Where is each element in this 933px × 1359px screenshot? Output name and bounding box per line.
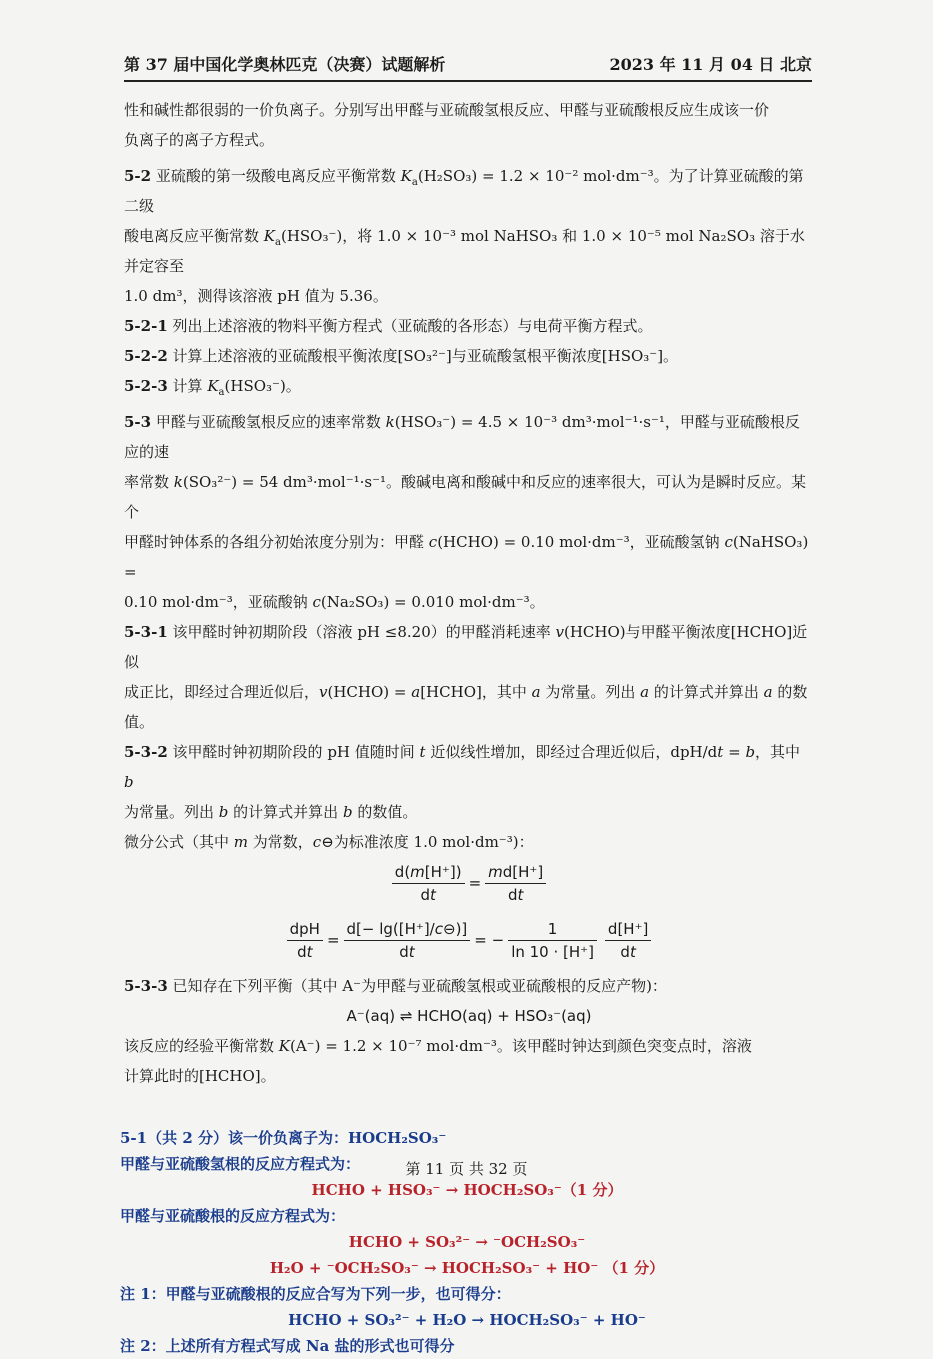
- question-5-3-3: 5-3-3 已知存在下列平衡（其中 A⁻为甲醛与亚硫酸氢根或亚硫酸根的反应产物)：: [124, 977, 667, 995]
- answer-note: 注 2：上述所有方程式写成 Na 盐的形式也可得分: [120, 1337, 455, 1355]
- formula-1: $\frac{d(m[H^+])}{dt}$ = $\frac{md[H^+]}{dt}$: [124, 861, 814, 906]
- paragraph: 值。: [124, 713, 155, 731]
- paragraph: 为常量。列出 b 的计算式并算出 b 的数值。: [124, 803, 418, 821]
- answer-line: 甲醛与亚硫酸根的反应方程式为：: [120, 1207, 346, 1225]
- paragraph: 率常数 k(SO₃²⁻) = 54 dm³·mol⁻¹·s⁻¹。酸碱电离和酸碱中和反应的速率很大，可认为是瞬时反应。某个: [124, 473, 807, 521]
- answer-equation: H₂O + ⁻OCH₂SO₃⁻ → HOCH₂SO₃⁻ + HO⁻ （1 分）: [269, 1259, 665, 1277]
- paragraph: 酸电离反应平衡常数 $K_a(HSO_3^-)$，将 1.0 × 10⁻³ mol NaHSO₃ 和 1.0 × 10⁻⁵ mol Na₂SO₃ 溶于水并定容至: [124, 227, 805, 275]
- question-5-3-1: 5-3-1 该甲醛时钟初期阶段（溶液 pH ≤8.20）的甲醛消耗速率 v(HCHO)与甲醛平衡浓度[HCHO]近似: [124, 623, 808, 671]
- header-title: 第 37 届中国化学奥林匹克（决赛）试题解析: [124, 55, 446, 74]
- question-5-3-2: 5-3-2 该甲醛时钟初期阶段的 pH 值随时间 t 近似线性增加，即经过合理近似后，dpH/dt = b，其中 b: [124, 743, 801, 791]
- paragraph: 负离子的离子方程式。: [124, 131, 275, 149]
- paragraph: 1.0 dm³，测得该溶液 pH 值为 5.36。: [124, 287, 388, 305]
- answer-line: 5-1（共 2 分）该一价负离子为：HOCH₂SO₃⁻: [120, 1129, 447, 1147]
- answer-line: 甲醛与亚硫酸氢根的反应方程式为：: [120, 1155, 361, 1173]
- paragraph: 成正比，即经过合理近似后，v(HCHO) = a[HCHO]，其中 a 为常量。列出 a 的计算式并算出 a 的数: [124, 683, 808, 701]
- paragraph: 性和碱性都很弱的一价负离子。分别写出甲醛与亚硫酸氢根反应、甲醛与亚硫酸根反应生成该一价: [124, 101, 770, 119]
- answer-equation: HCHO + HSO₃⁻ → HOCH₂SO₃⁻（1 分）: [311, 1181, 623, 1199]
- question-5-2-2: 5-2-2 计算上述溶液的亚硫酸根平衡浓度[SO₃²⁻]与亚硫酸氢根平衡浓度[HSO₃⁻]。: [124, 347, 679, 365]
- page-footer: 第 11 页 共 32 页: [405, 1160, 528, 1178]
- header-date: 2023 年 11 月 04 日 北京: [609, 55, 812, 74]
- answer-equation: HCHO + SO₃²⁻ → ⁻OCH₂SO₃⁻: [348, 1233, 586, 1251]
- paragraph: 计算此时的[HCHO]。: [124, 1067, 276, 1085]
- answer-note: 注 1：甲醛与亚硫酸根的反应合写为下列一步，也可得分：: [120, 1285, 511, 1303]
- page-header: [124, 52, 812, 82]
- question-5-2-1: 5-2-1 列出上述溶液的物料平衡方程式（亚硫酸的各形态）与电荷平衡方程式。: [124, 317, 653, 335]
- question-5-3: 5-3 甲醛与亚硫酸氢根反应的速率常数 k(HSO₃⁻) = 4.5 × 10⁻³ dm³·mol⁻¹·s⁻¹，甲醛与亚硫酸根反应的速: [124, 413, 800, 461]
- formula-2: $\frac{\text{dpH}}{dt}$ = $\frac{d[- \lg([H^+]/c⊖)]}{dt}$ = − $\frac{1}{\ln 10 \cdot [H^+]}$ $\frac{d[H^+]}{dt}$: [124, 918, 814, 963]
- question-5-2-3: 5-2-3 计算 $K_a(HSO_3^-)$。: [124, 377, 301, 398]
- answer-equation: HCHO + SO₃²⁻ + H₂O → HOCH₂SO₃⁻ + HO⁻: [288, 1311, 646, 1329]
- paragraph: 0.10 mol·dm⁻³，亚硫酸钠 c(Na₂SO₃) = 0.010 mol·dm⁻³。: [124, 593, 545, 611]
- question-5-2: 5-2 亚硫酸的第一级酸电离反应平衡常数 $K_a(H_2SO_3) = 1.2 \times 10^{-2}$ mol·dm⁻³。为了计算亚硫酸的第二级: [124, 167, 804, 215]
- equilibrium-equation: A⁻(aq) ⇌ HCHO(aq) + HSO₃⁻(aq): [346, 1007, 592, 1025]
- paragraph: 甲醛时钟体系的各组分初始浓度分别为：甲醛 c(HCHO) = 0.10 mol·dm⁻³，亚硫酸氢钠 c(NaHSO₃) =: [124, 533, 809, 581]
- paragraph: 该反应的经验平衡常数 K(A⁻) = 1.2 × 10⁻⁷ mol·dm⁻³。该甲醛时钟达到颜色突变点时，溶液: [124, 1037, 752, 1055]
- paragraph: 微分公式（其中 m 为常数，c⊖为标准浓度 1.0 mol·dm⁻³)：: [124, 833, 534, 851]
